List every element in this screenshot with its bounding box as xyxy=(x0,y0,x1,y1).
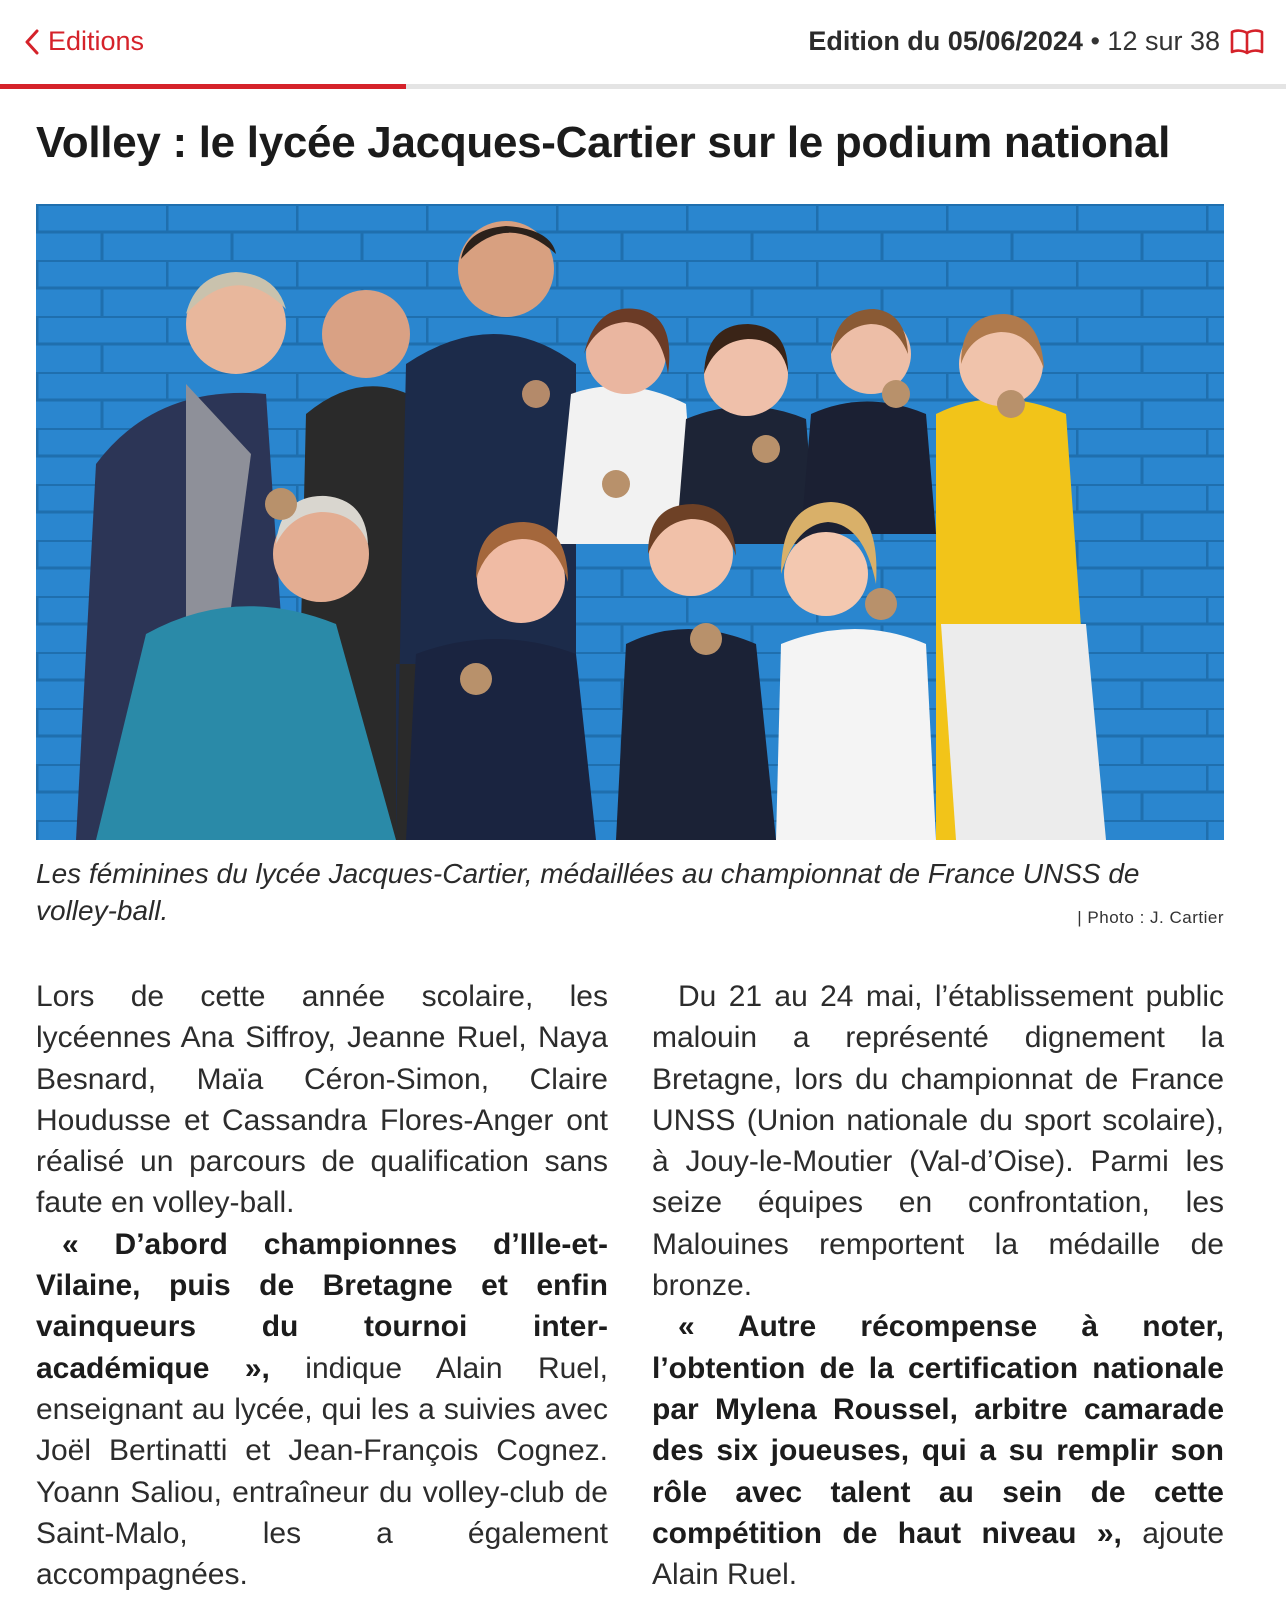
reading-progress-fill xyxy=(0,84,406,89)
paragraph: Du 21 au 24 mai, l’établissement public malouin a représenté dignement la Bretagne, lors du championnat de France UNSS (Union nationale du sport scolaire), à Jouy-le-Moutier (Val-d’Oise). Parmi les seize équipes en confrontation, les Malouines remportent la médaille de bronze. xyxy=(652,980,1224,1303)
reading-progress-bar xyxy=(0,84,1286,89)
article-column-left xyxy=(36,976,608,1595)
top-bar xyxy=(0,0,1286,88)
quote-text: « D’abord championnes d’Ille-et-Vilaine, puis de Bretagne et enfin vainqueurs du tournoi inter-académique », xyxy=(36,1227,608,1385)
article-photo[interactable] xyxy=(36,204,1224,840)
back-label: Editions xyxy=(48,26,145,56)
separator-dot: • xyxy=(1090,26,1100,56)
paragraph-text: indique Alain Ruel, enseignant au lycée, qui les a suivies avec Joël Bertinatti et Jean-François Cognez. Yoann Saliou, entraîneur du volley-club de Saint-Malo, les a également accompagnées. xyxy=(36,1351,608,1592)
paragraph-quote xyxy=(36,1224,608,1596)
paragraph-quote xyxy=(652,1306,1224,1595)
edition-info xyxy=(808,26,1220,57)
quote-text: « Autre récompense à noter, l’obtention de la certification nationale par Mylena Roussel, arbitre camarade des six joueuses, qui a su remplir son rôle avec talent au sein de cette compétition de haut niveau », xyxy=(652,1310,1224,1550)
page-indicator: 12 sur 38 xyxy=(1107,26,1220,56)
back-to-editions-button[interactable] xyxy=(24,26,144,57)
article-headline: Volley : le lycée Jacques-Cartier sur le podium national xyxy=(36,118,1171,167)
photo-caption: Les féminines du lycée Jacques-Cartier, médaillées au championnat de France UNSS de volley-ball. xyxy=(36,858,1140,926)
paragraph: Lors de cette année scolaire, les lycéennes Ana Siffroy, Jeanne Ruel, Naya Besnard, Maïa Céron-Simon, Claire Houdusse et Cassandra Flores-Anger ont réalisé un parcours de qualification sans faute en volley-ball. xyxy=(36,980,608,1220)
chevron-left-icon xyxy=(24,29,40,55)
article-column-right xyxy=(652,976,1224,1595)
team-photo-illustration xyxy=(36,204,1224,840)
open-book-icon[interactable] xyxy=(1230,28,1264,56)
photo-credit: | Photo : J. Cartier xyxy=(1077,908,1224,927)
edition-date: Edition du 05/06/2024 xyxy=(808,26,1083,56)
paragraph-text: ajoute Alain Ruel. xyxy=(652,1516,1225,1592)
